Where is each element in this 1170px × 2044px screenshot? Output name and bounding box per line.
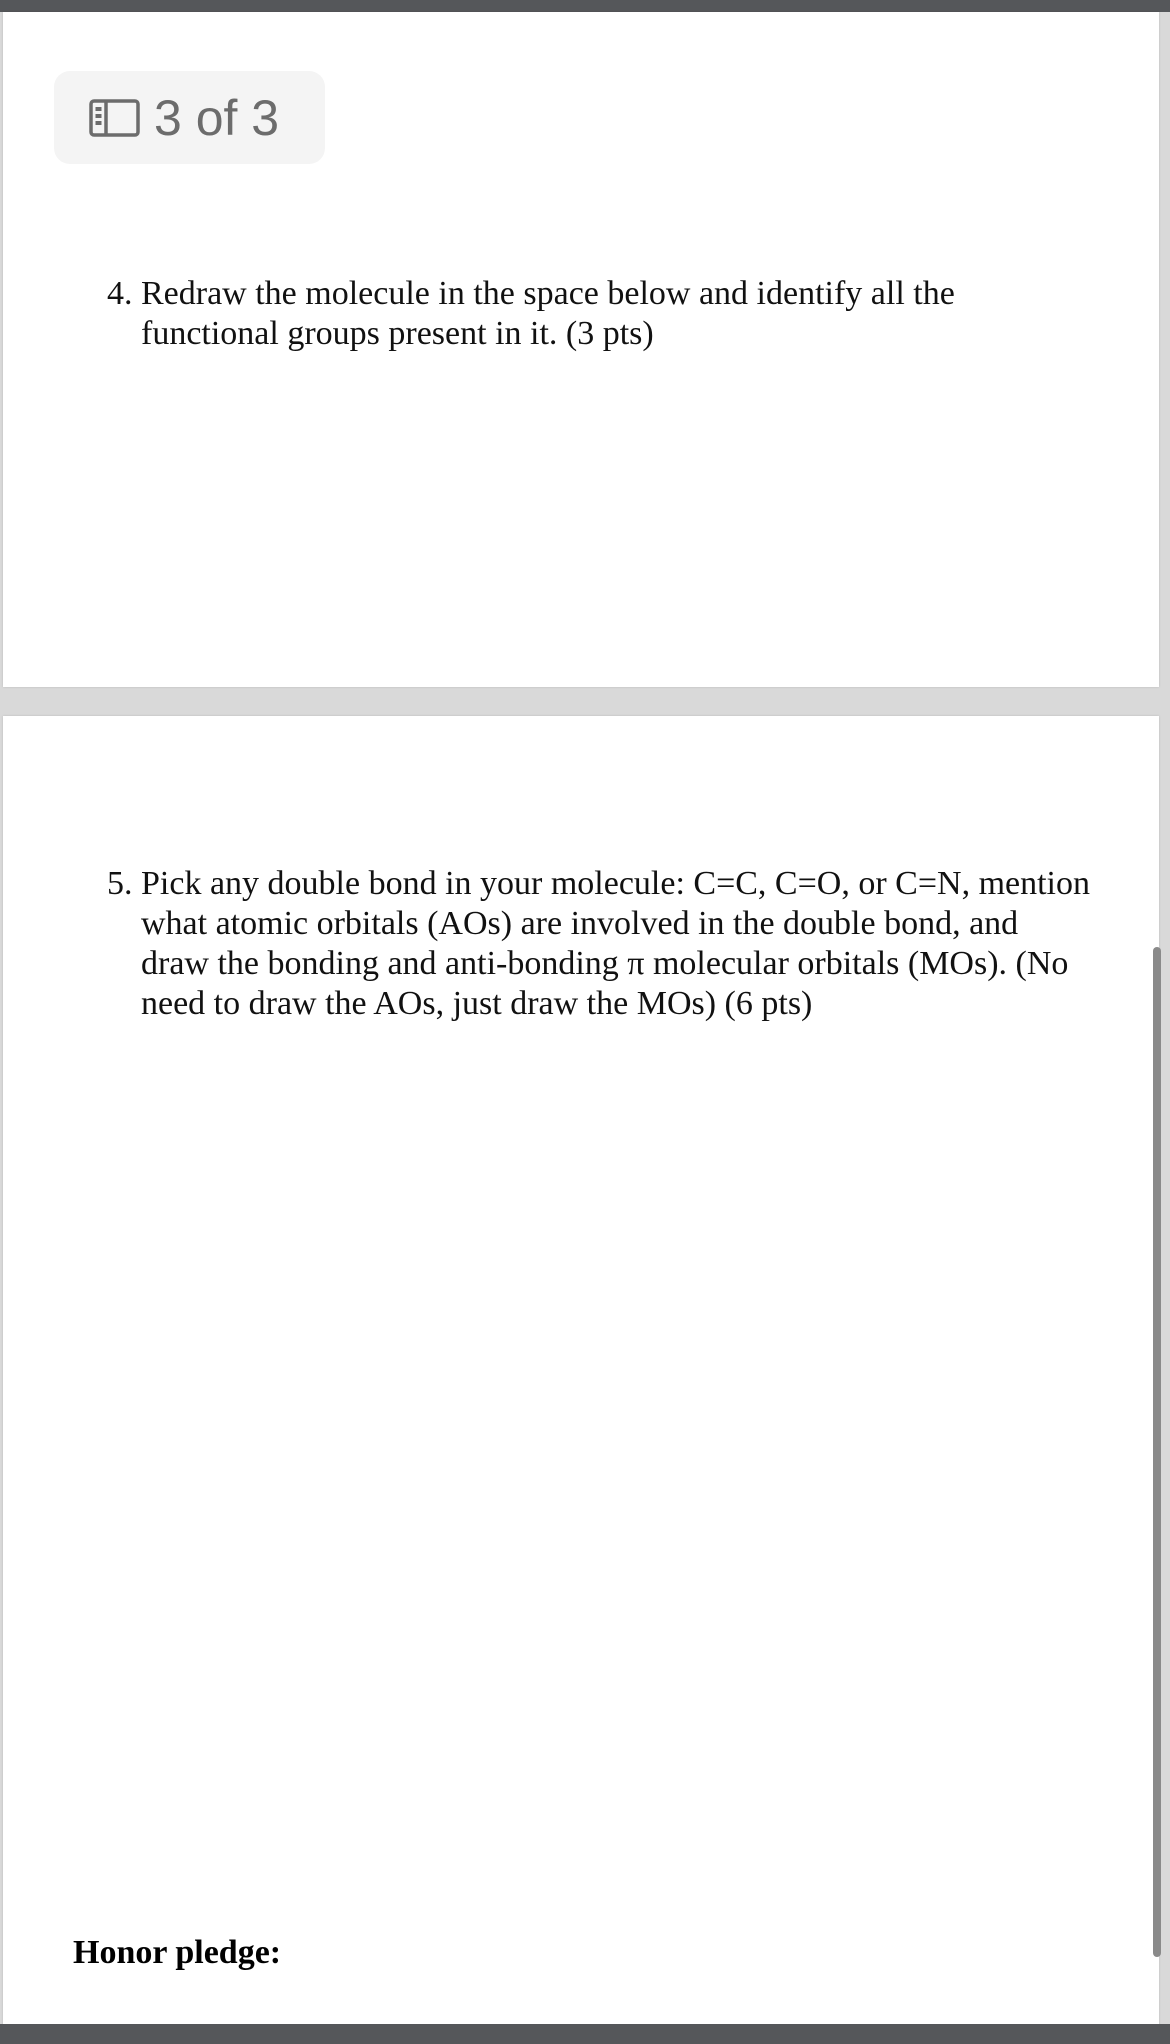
bottom-frame — [0, 2024, 1170, 2044]
question-text: Pick any double bond in your molecule: C=C, C=O, or C=N, mention what atomic orbitals (AOs) are involved in the double bond, and draw the bonding and anti-bonding π molecular orbitals (MOs). (No need to draw the AOs, just draw the MOs) (6 pts) — [141, 865, 1090, 1022]
pdf-page-2 — [3, 716, 1159, 2036]
question-number: 5. — [107, 865, 133, 902]
pdf-page-1 — [3, 12, 1159, 687]
top-frame — [0, 0, 1170, 12]
vertical-scrollbar[interactable] — [1153, 947, 1161, 1957]
page-indicator-text: 3 of 3 — [154, 89, 280, 146]
question-number: 4. — [107, 275, 133, 312]
question-4 — [107, 274, 1107, 354]
page-indicator[interactable] — [54, 71, 325, 164]
question-5 — [107, 864, 1107, 1024]
honor-pledge-label: Honor pledge: — [73, 1934, 282, 1971]
document-viewer[interactable] — [0, 12, 1170, 2024]
sidebar-pages-icon — [89, 99, 140, 137]
question-text: Redraw the molecule in the space below and identify all the functional groups present in it. (3 pts) — [141, 275, 955, 352]
